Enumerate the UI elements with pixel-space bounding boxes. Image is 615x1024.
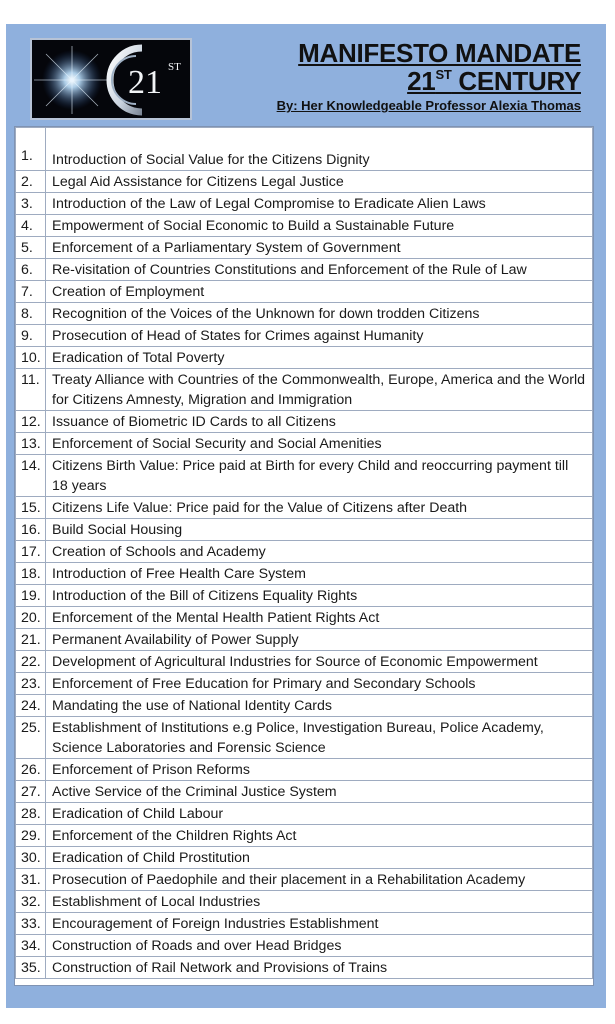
item-text: Encouragement of Foreign Industries Establishment	[46, 913, 593, 935]
item-number: 35.	[16, 957, 46, 979]
item-number: 34.	[16, 935, 46, 957]
table-row	[16, 673, 593, 695]
item-text: Permanent Availability of Power Supply	[46, 629, 593, 651]
item-text: Enforcement of Prison Reforms	[46, 759, 593, 781]
table-row	[16, 128, 593, 171]
table-row	[16, 237, 593, 259]
item-text: Creation of Schools and Academy	[46, 541, 593, 563]
item-number: 16.	[16, 519, 46, 541]
item-number: 23.	[16, 673, 46, 695]
item-text: Prosecution of Paedophile and their placement in a Rehabilitation Academy	[46, 869, 593, 891]
byline: By: Her Knowledgeable Professor Alexia Thomas	[276, 98, 581, 113]
item-text: Citizens Birth Value: Price paid at Birth for every Child and reoccurring payment till 18 years	[46, 455, 593, 497]
table-row	[16, 695, 593, 717]
item-number: 3.	[16, 193, 46, 215]
title-number: 21	[407, 66, 436, 96]
item-text: Introduction of Social Value for the Citizens Dignity	[46, 128, 593, 171]
item-number: 13.	[16, 433, 46, 455]
item-text: Citizens Life Value: Price paid for the Value of Citizens after Death	[46, 497, 593, 519]
item-text: Introduction of the Law of Legal Compromise to Eradicate Alien Laws	[46, 193, 593, 215]
item-text: Legal Aid Assistance for Citizens Legal Justice	[46, 171, 593, 193]
table-row	[16, 541, 593, 563]
item-number: 30.	[16, 847, 46, 869]
item-number: 12.	[16, 411, 46, 433]
item-number: 4.	[16, 215, 46, 237]
table-row	[16, 563, 593, 585]
table-row	[16, 411, 593, 433]
item-text: Introduction of Free Health Care System	[46, 563, 593, 585]
item-text: Development of Agricultural Industries for Source of Economic Empowerment	[46, 651, 593, 673]
table-row	[16, 629, 593, 651]
table-row	[16, 193, 593, 215]
item-text: Issuance of Biometric ID Cards to all Citizens	[46, 411, 593, 433]
item-text: Enforcement of a Parliamentary System of Government	[46, 237, 593, 259]
mandate-table	[15, 127, 593, 979]
logo-number: 21	[128, 64, 162, 101]
table-row	[16, 433, 593, 455]
item-number: 24.	[16, 695, 46, 717]
item-text: Recognition of the Voices of the Unknown for down trodden Citizens	[46, 303, 593, 325]
table-row	[16, 869, 593, 891]
table-row	[16, 281, 593, 303]
item-number: 11.	[16, 369, 46, 411]
item-number: 31.	[16, 869, 46, 891]
item-text: Construction of Rail Network and Provisions of Trains	[46, 957, 593, 979]
item-number: 25.	[16, 717, 46, 759]
item-text: Eradication of Child Labour	[46, 803, 593, 825]
table-row	[16, 781, 593, 803]
table-row	[16, 585, 593, 607]
item-text: Creation of Employment	[46, 281, 593, 303]
item-number: 15.	[16, 497, 46, 519]
item-text: Mandating the use of National Identity Cards	[46, 695, 593, 717]
table-row	[16, 347, 593, 369]
item-text: Eradication of Child Prostitution	[46, 847, 593, 869]
item-number: 21.	[16, 629, 46, 651]
item-number: 17.	[16, 541, 46, 563]
table-row	[16, 891, 593, 913]
table-row	[16, 913, 593, 935]
table-row	[16, 325, 593, 347]
item-number: 6.	[16, 259, 46, 281]
item-text: Enforcement of Free Education for Primary and Secondary Schools	[46, 673, 593, 695]
item-number: 28.	[16, 803, 46, 825]
item-number: 29.	[16, 825, 46, 847]
table-row	[16, 369, 593, 411]
table-row	[16, 607, 593, 629]
title-century: CENTURY	[451, 66, 581, 96]
item-text: Eradication of Total Poverty	[46, 347, 593, 369]
item-text: Construction of Roads and over Head Bridges	[46, 935, 593, 957]
item-number: 20.	[16, 607, 46, 629]
item-text: Prosecution of Head of States for Crimes against Humanity	[46, 325, 593, 347]
item-number: 14.	[16, 455, 46, 497]
table-row	[16, 957, 593, 979]
item-text: Establishment of Local Industries	[46, 891, 593, 913]
title-line-2	[407, 66, 581, 97]
item-number: 33.	[16, 913, 46, 935]
title-line-1: MANIFESTO MANDATE	[298, 38, 581, 68]
c21-globe-logo-icon	[32, 40, 190, 118]
table-row	[16, 847, 593, 869]
table-row	[16, 803, 593, 825]
table-row	[16, 171, 593, 193]
item-number: 1.	[16, 128, 46, 171]
item-number: 32.	[16, 891, 46, 913]
table-row	[16, 303, 593, 325]
table-row	[16, 717, 593, 759]
item-text: Re-visitation of Countries Constitutions and Enforcement of the Rule of Law	[46, 259, 593, 281]
table-row	[16, 259, 593, 281]
title-superscript: ST	[435, 67, 452, 82]
item-number: 2.	[16, 171, 46, 193]
c21-logo	[30, 38, 192, 120]
item-number: 8.	[16, 303, 46, 325]
item-text: Build Social Housing	[46, 519, 593, 541]
item-number: 9.	[16, 325, 46, 347]
item-text: Empowerment of Social Economic to Build a Sustainable Future	[46, 215, 593, 237]
item-number: 19.	[16, 585, 46, 607]
item-number: 22.	[16, 651, 46, 673]
item-number: 18.	[16, 563, 46, 585]
item-text: Active Service of the Criminal Justice System	[46, 781, 593, 803]
table-row	[16, 455, 593, 497]
logo-superscript: ST	[168, 61, 181, 73]
table-row	[16, 215, 593, 237]
mandate-table-body	[16, 128, 593, 979]
table-row	[16, 825, 593, 847]
item-text: Enforcement of the Mental Health Patient Rights Act	[46, 607, 593, 629]
mandate-table-container	[14, 126, 594, 986]
table-row	[16, 651, 593, 673]
item-number: 10.	[16, 347, 46, 369]
table-row	[16, 935, 593, 957]
item-text: Establishment of Institutions e.g Police, Investigation Bureau, Police Academy, Science Laboratories and Forensic Science	[46, 717, 593, 759]
item-text: Introduction of the Bill of Citizens Equality Rights	[46, 585, 593, 607]
item-number: 26.	[16, 759, 46, 781]
item-number: 27.	[16, 781, 46, 803]
item-text: Enforcement of Social Security and Social Amenities	[46, 433, 593, 455]
item-number: 5.	[16, 237, 46, 259]
item-number: 7.	[16, 281, 46, 303]
table-row	[16, 497, 593, 519]
item-text: Enforcement of the Children Rights Act	[46, 825, 593, 847]
table-row	[16, 519, 593, 541]
item-text: Treaty Alliance with Countries of the Commonwealth, Europe, America and the World for Citizens Amnesty, Migration and Immigration	[46, 369, 593, 411]
table-row	[16, 759, 593, 781]
